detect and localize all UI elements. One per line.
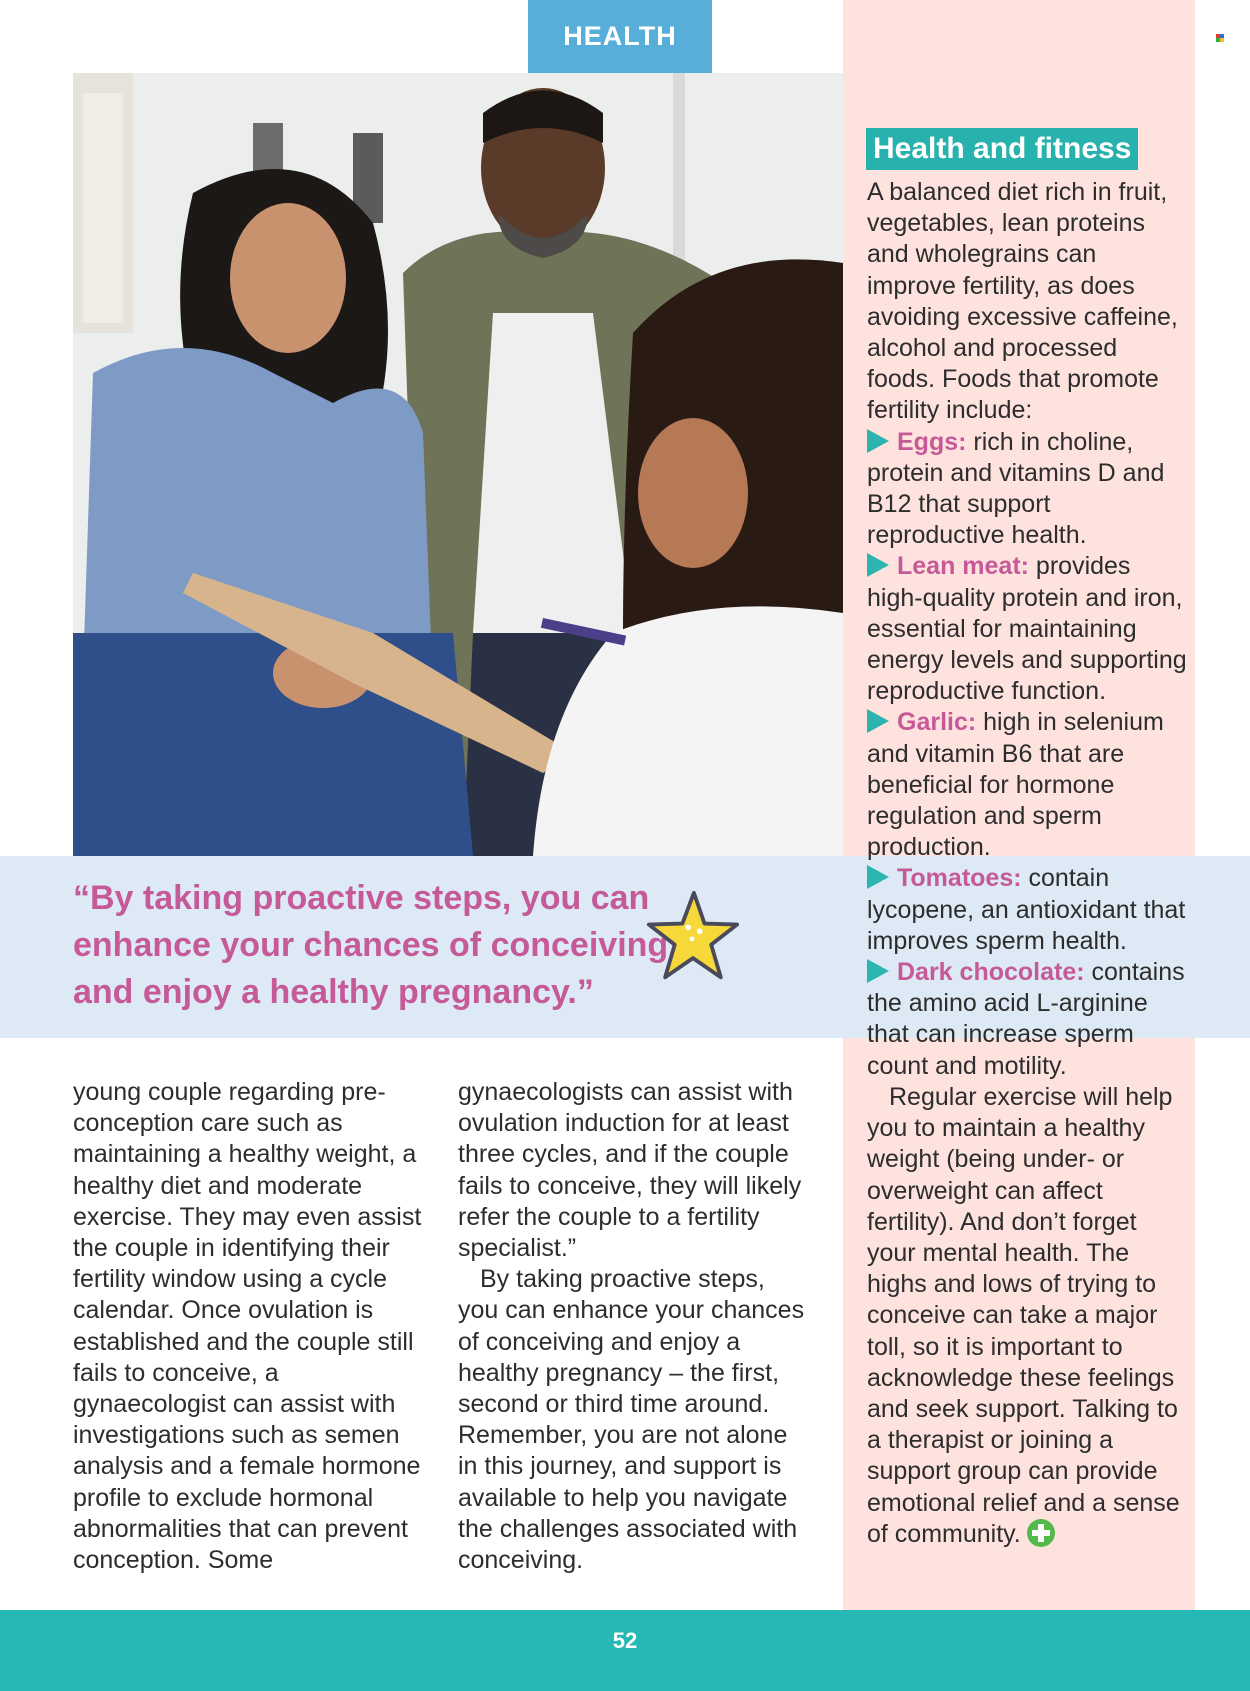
- body-column-left: [73, 1077, 423, 1576]
- food-name: Tomatoes:: [897, 864, 1022, 893]
- body-paragraph: gynaecologists can assist with ovulation induction for at least three cycles, and if the couple fails to conceive, they will likely refer the couple to a fertility specialist.”: [458, 1078, 802, 1263]
- triangle-bullet-icon: [867, 429, 889, 453]
- sidebar-closing-text: Regular exercise will help you to maintain a healthy weight (being under- or overweight can affect fertility). And don’t forget your mental health. The highs and lows of trying to conceive can take a major toll, so it is important to acknowledge these feelings and seek support. Talking to a therapist or joining a support group can provide emotional relief and a sense of community.: [867, 1082, 1180, 1548]
- food-name: Dark chocolate:: [897, 958, 1085, 987]
- page-number: 52: [612, 1628, 638, 1653]
- triangle-bullet-icon: [867, 709, 889, 733]
- triangle-bullet-icon: [867, 553, 889, 577]
- food-item: [867, 551, 1192, 707]
- food-item: [867, 957, 1192, 1082]
- food-name: Garlic:: [897, 708, 977, 737]
- food-name: Lean meat:: [897, 552, 1029, 581]
- body-paragraph: By taking proactive steps, you can enhance your chances of conceiving and enjoy a healthy pregnancy – the first, second or third time around. Remember, you are not alone in this journey, and support is available to help you navigate the challenges associated with conceiving.: [458, 1265, 805, 1575]
- sidebar-body: [867, 177, 1192, 1550]
- consultation-illustration: [73, 73, 843, 856]
- plus-circle-icon: [1027, 1519, 1055, 1547]
- food-item: [867, 863, 1192, 957]
- sidebar-closing: [867, 1082, 1192, 1550]
- consultation-photo: [73, 73, 843, 856]
- body-paragraph: young couple regarding pre-conception care such as maintaining a healthy weight, a healthy diet and moderate exercise. They may even assist the couple in identifying their fertility window using a cycle calendar. Once ovulation is established and the couple still fails to conceive, a gynaecologist can assist with investigations such as semen analysis and a female hormone profile to exclude hormonal abnormalities that can prevent conception. Some: [73, 1078, 422, 1575]
- triangle-bullet-icon: [867, 865, 889, 889]
- pull-quote-line: “By taking proactive steps, you can: [73, 879, 650, 917]
- food-name: Eggs:: [897, 427, 967, 456]
- sidebar-intro: A balanced diet rich in fruit, vegetables, lean proteins and wholegrains can improve fertility, as does avoiding excessive caffeine, alcohol and processed foods. Foods that promote fertility include:: [867, 178, 1178, 425]
- section-label: HEALTH: [528, 0, 712, 73]
- food-text: rich in choline, protein and vitamins D and B12 that support reproductive health.: [867, 427, 1165, 550]
- food-text: contains the amino acid L-arginine that can increase sperm count and motility.: [867, 958, 1185, 1080]
- body-column-middle: [458, 1077, 808, 1576]
- triangle-bullet-icon: [867, 959, 889, 983]
- food-text: provides high-quality protein and iron, essential for maintaining energy levels and supporting reproductive function.: [867, 552, 1187, 706]
- food-item: [867, 707, 1192, 863]
- food-text: contain lycopene, an antioxidant that improves sperm health.: [867, 864, 1186, 955]
- pull-quote-line: and enjoy a healthy pregnancy.”: [73, 973, 594, 1011]
- pull-quote: [73, 875, 673, 1016]
- food-text: high in selenium and vitamin B6 that are beneficial for hormone regulation and sperm production.: [867, 708, 1164, 862]
- sidebar-heading: Health and fitness: [866, 128, 1138, 170]
- star-icon: [644, 889, 740, 985]
- food-item: [867, 427, 1192, 552]
- color-registration-marker: [1216, 34, 1224, 42]
- pull-quote-line: enhance your chances of conceiving: [73, 926, 669, 964]
